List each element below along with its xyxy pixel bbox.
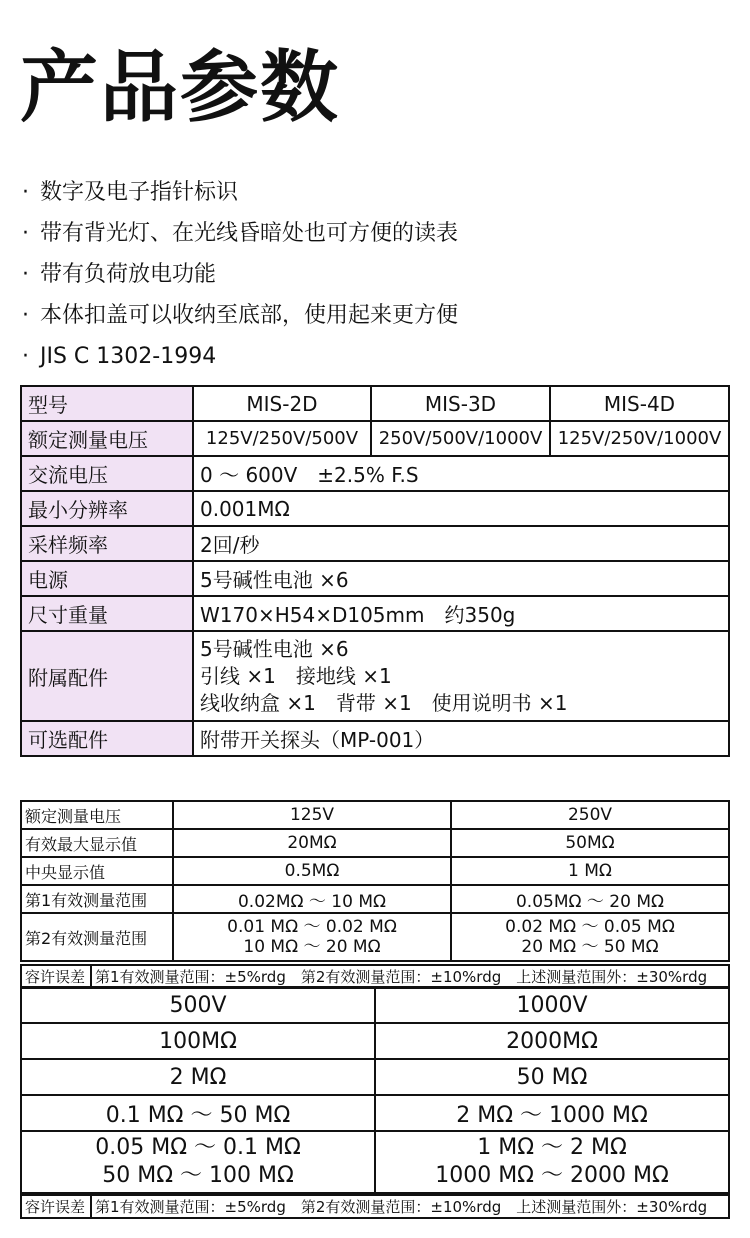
- spec-value: 5号碱性电池 ×6: [193, 561, 729, 596]
- spec-value: 0.001MΩ: [193, 491, 729, 526]
- feature-item: · 本体扣盖可以收纳至底部，使用起来更方便: [22, 295, 458, 336]
- accessories-value: [193, 631, 729, 721]
- range-label: 第1有效测量范围: [21, 885, 173, 913]
- table-row: [21, 857, 729, 885]
- range1-500: 0.1 MΩ ～ 50 MΩ: [21, 1095, 375, 1131]
- table-row: [21, 491, 729, 526]
- range1-1000: 2 MΩ ～ 1000 MΩ: [375, 1095, 729, 1131]
- spec-label: 尺寸重量: [21, 596, 193, 631]
- table-row: [21, 1131, 729, 1193]
- bullet-icon: ·: [22, 262, 29, 287]
- spec-label-accessories: 附属配件: [21, 631, 193, 721]
- spec-label: 电源: [21, 561, 193, 596]
- center-1000: 50 MΩ: [375, 1059, 729, 1095]
- rated-mis-3d: 250V/500V/1000V: [371, 421, 550, 456]
- range-table-low-voltage: [20, 800, 730, 962]
- voltage-250: 250V: [451, 801, 729, 829]
- table-row: [21, 1095, 729, 1131]
- voltage-125: 125V: [173, 801, 451, 829]
- spec-label: 采样频率: [21, 526, 193, 561]
- range-label: 额定测量电压: [21, 801, 173, 829]
- tolerance-row-high: [20, 1194, 730, 1219]
- spec-label-optional: 可选配件: [21, 721, 193, 756]
- range1-250: 0.05MΩ ～ 20 MΩ: [451, 885, 729, 913]
- table-row: [21, 913, 729, 961]
- max-500: 100MΩ: [21, 1023, 375, 1059]
- tolerance-text: 第1有效测量范围：±5%rdg 第2有效测量范围：±10%rdg 上述测量范围外：±30%rdg: [91, 965, 729, 988]
- bullet-icon: ·: [22, 180, 29, 205]
- bullet-icon: ·: [22, 303, 29, 328]
- max-250: 50MΩ: [451, 829, 729, 857]
- table-row: [21, 561, 729, 596]
- range-label: 有效最大显示值: [21, 829, 173, 857]
- range2-125: 0.01 MΩ ～ 0.02 MΩ 10 MΩ ～ 20 MΩ: [173, 913, 451, 961]
- spec-table: [20, 385, 730, 757]
- voltage-500: 500V: [21, 987, 375, 1023]
- table-row: [21, 885, 729, 913]
- range-label: 中央显示值: [21, 857, 173, 885]
- tolerance-text: 第1有效测量范围：±5%rdg 第2有效测量范围：±10%rdg 上述测量范围外：±30%rdg: [91, 1195, 729, 1218]
- accessory-line: 引线 ×1 接地线 ×1: [200, 663, 392, 688]
- accessory-line: 5号碱性电池 ×6: [200, 636, 349, 661]
- range2-250: 0.02 MΩ ～ 0.05 MΩ 20 MΩ ～ 50 MΩ: [451, 913, 729, 961]
- model-mis-2d: MIS-2D: [193, 386, 371, 421]
- range2-1000: 1 MΩ ～ 2 MΩ 1000 MΩ ～ 2000 MΩ: [375, 1131, 729, 1193]
- table-row: [21, 1023, 729, 1059]
- max-125: 20MΩ: [173, 829, 451, 857]
- model-mis-3d: MIS-3D: [371, 386, 550, 421]
- table-row: [21, 421, 729, 456]
- table-row: [21, 987, 729, 1023]
- table-row: [21, 1059, 729, 1095]
- table-row: [21, 801, 729, 829]
- model-mis-4d: MIS-4D: [550, 386, 729, 421]
- center-500: 2 MΩ: [21, 1059, 375, 1095]
- table-row: [21, 456, 729, 491]
- spec-value: 2回/秒: [193, 526, 729, 561]
- tolerance-label: 容许误差: [21, 965, 91, 988]
- center-250: 1 MΩ: [451, 857, 729, 885]
- page-title: 产品参数: [20, 43, 341, 133]
- table-row: [21, 829, 729, 857]
- table-row: [21, 1195, 729, 1218]
- spec-label-model: 型号: [21, 386, 193, 421]
- range-label: 第2有效测量范围: [21, 913, 173, 961]
- table-row: [21, 965, 729, 988]
- spec-value: 0 ～ 600V ±2.5% F.S: [193, 456, 729, 491]
- range1-125: 0.02MΩ ～ 10 MΩ: [173, 885, 451, 913]
- feature-item: · 带有背光灯、在光线昏暗处也可方便的读表: [22, 213, 458, 254]
- rated-mis-2d: 125V/250V/500V: [193, 421, 371, 456]
- table-row: [21, 526, 729, 561]
- feature-item: · JIS C 1302-1994: [22, 336, 458, 377]
- spec-label: 交流电压: [21, 456, 193, 491]
- accessory-line: 线收纳盒 ×1 背带 ×1 使用说明书 ×1: [200, 690, 568, 715]
- spec-label-rated: 额定测量电压: [21, 421, 193, 456]
- feature-item: · 带有负荷放电功能: [22, 254, 458, 295]
- bullet-icon: ·: [22, 221, 29, 246]
- voltage-1000: 1000V: [375, 987, 729, 1023]
- tolerance-label: 容许误差: [21, 1195, 91, 1218]
- max-1000: 2000MΩ: [375, 1023, 729, 1059]
- bullet-icon: ·: [22, 344, 29, 369]
- center-125: 0.5MΩ: [173, 857, 451, 885]
- table-row: [21, 596, 729, 631]
- feature-item: · 数字及电子指针标识: [22, 172, 458, 213]
- feature-list: [22, 172, 458, 377]
- table-row: [21, 721, 729, 756]
- rated-mis-4d: 125V/250V/1000V: [550, 421, 729, 456]
- optional-value: 附带开关探头（MP-001）: [193, 721, 729, 756]
- range2-500: 0.05 MΩ ～ 0.1 MΩ 50 MΩ ～ 100 MΩ: [21, 1131, 375, 1193]
- spec-label: 最小分辨率: [21, 491, 193, 526]
- range-table-high-voltage: [20, 986, 730, 1194]
- spec-value: W170×H54×D105mm 约350g: [193, 596, 729, 631]
- table-row: [21, 631, 729, 721]
- table-row: [21, 386, 729, 421]
